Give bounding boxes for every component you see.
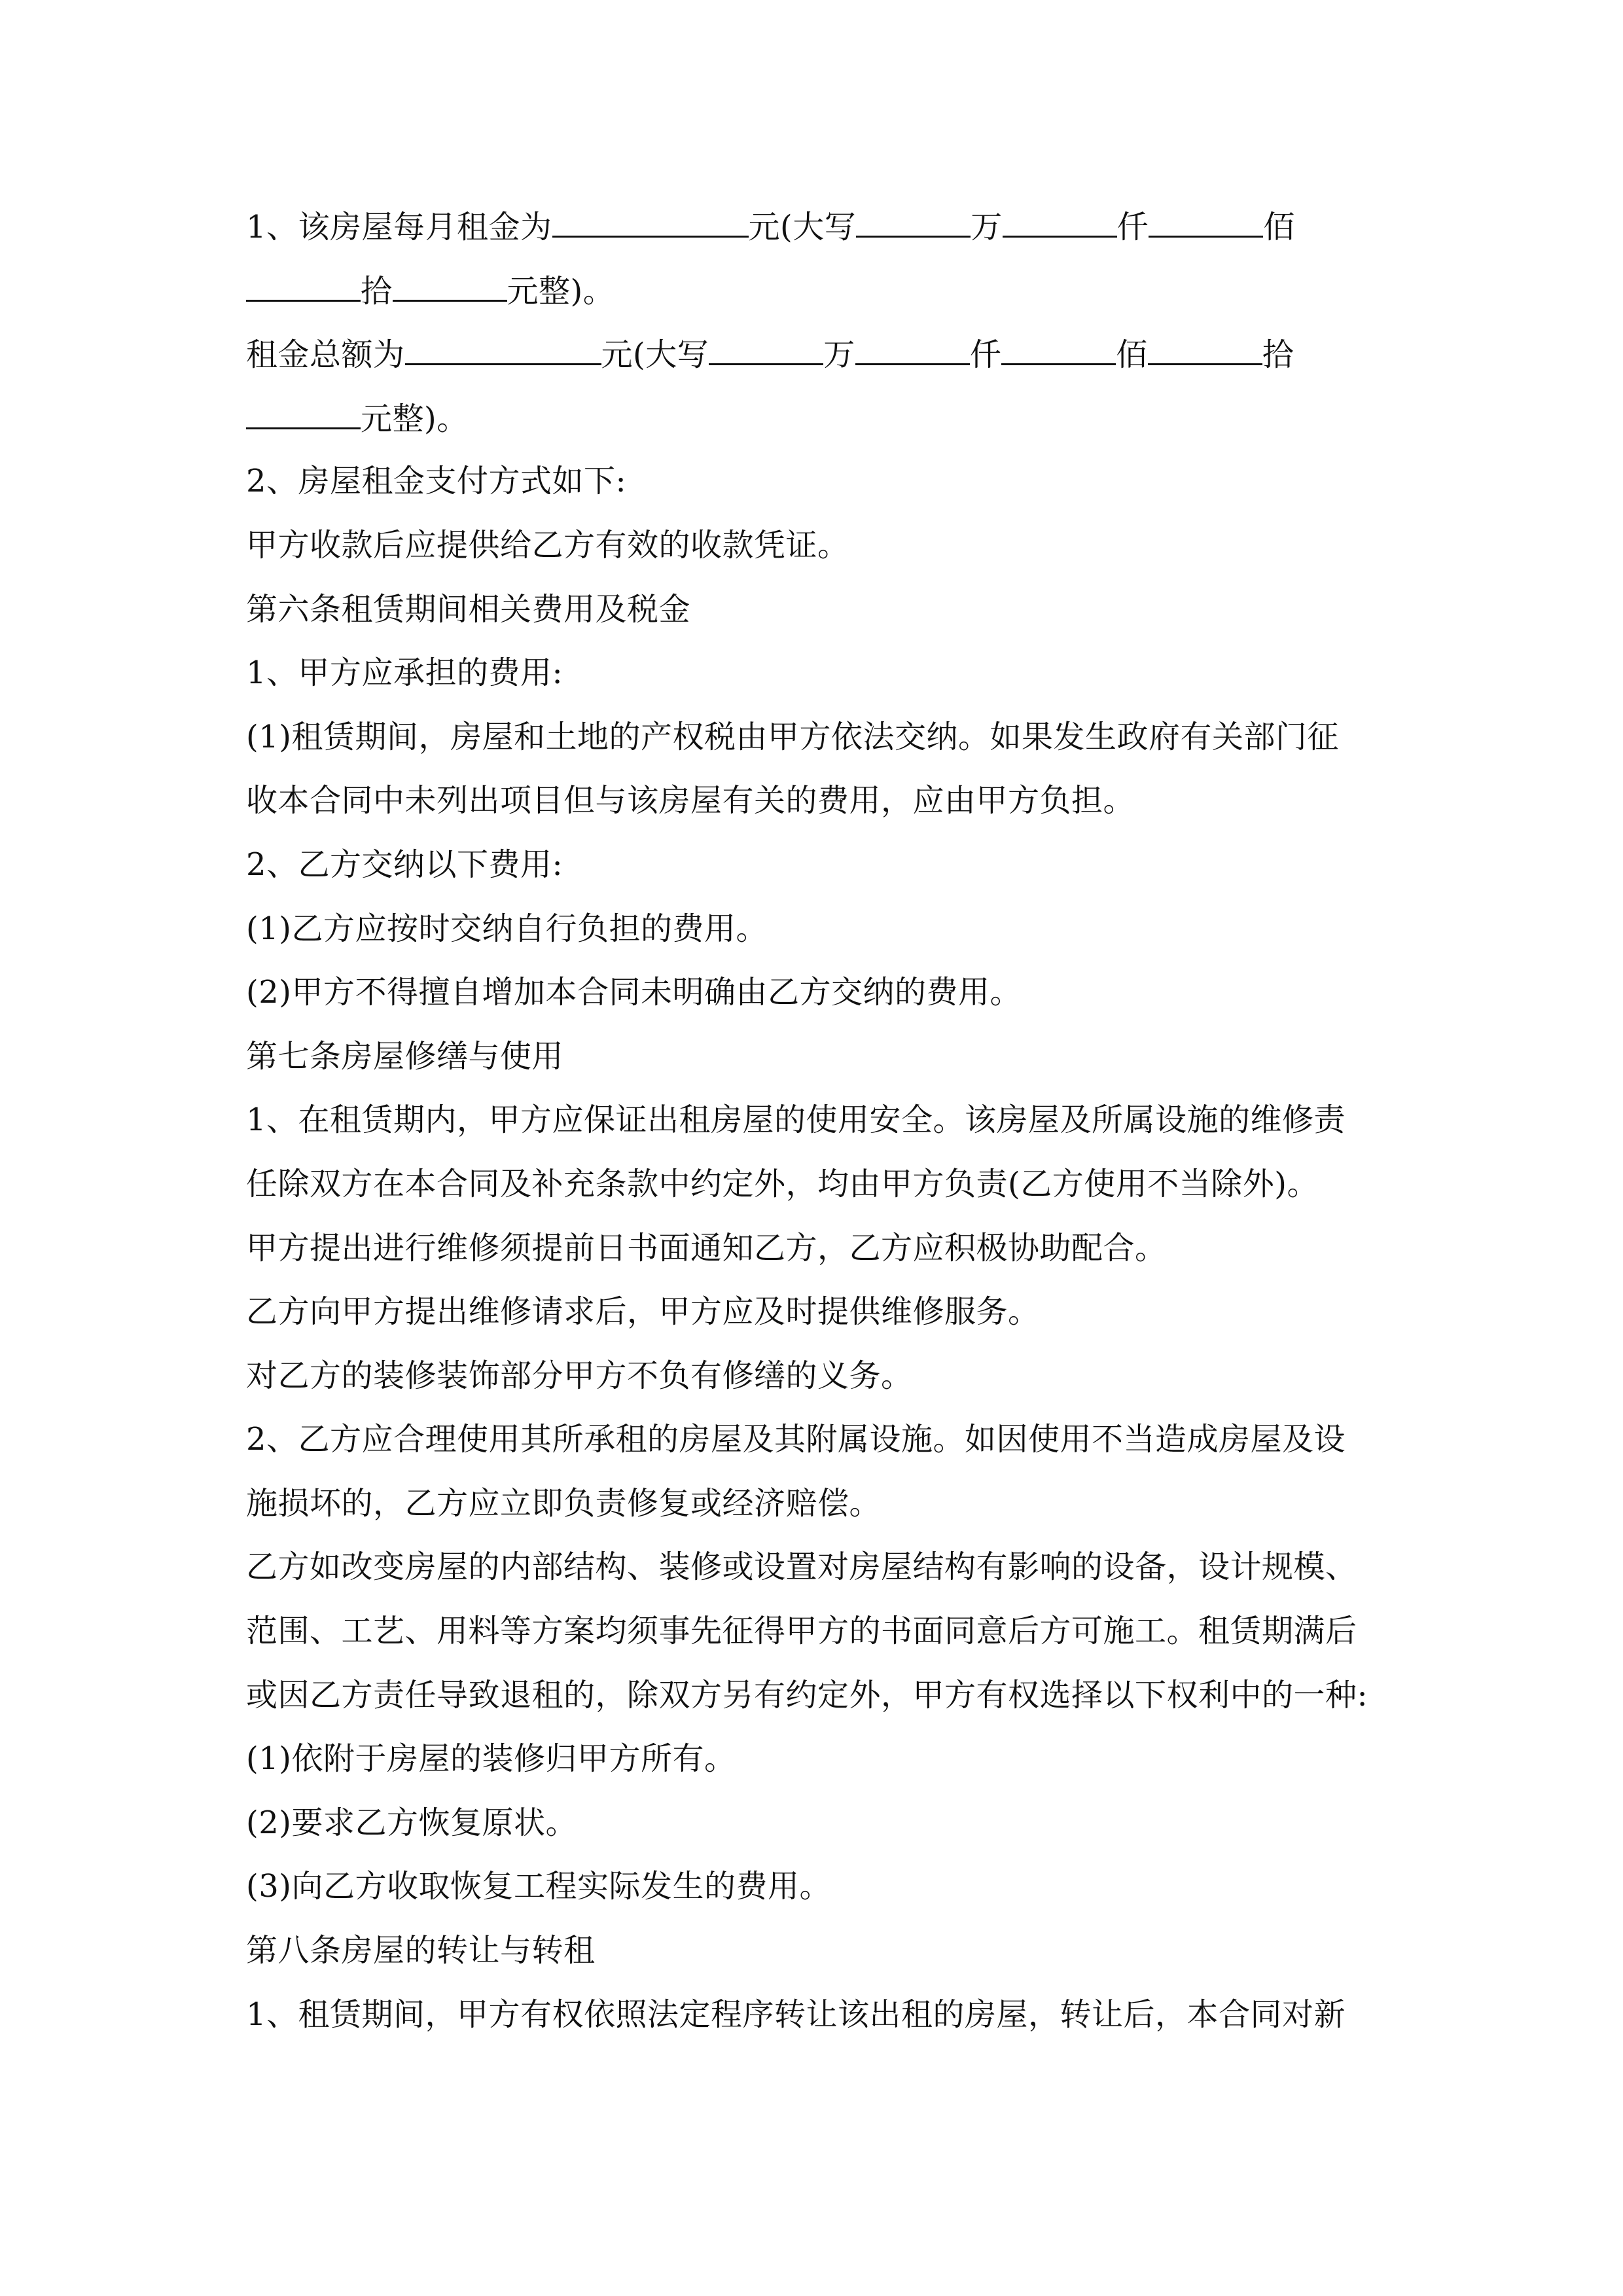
paragraph-line: (1)乙方应按时交纳自行负担的费用。 — [246, 910, 768, 947]
text-segment: 元整)。 — [361, 400, 469, 437]
paragraph-line: (2)要求乙方恢复原状。 — [246, 1804, 577, 1841]
blank-field[interactable] — [1003, 204, 1117, 238]
paragraph-line: 2、乙方交纳以下费用: — [246, 846, 563, 883]
section-heading: 第七条房屋修缮与使用 — [246, 1037, 564, 1075]
paragraph-line: 2、乙方应合理使用其所承租的房屋及其附属设施。如因使用不当造成房屋及设 — [246, 1421, 1346, 1458]
paragraph-line: (3)向乙方收取恢复工程实际发生的费用。 — [246, 1868, 831, 1905]
blank-field[interactable] — [856, 204, 971, 238]
blank-field[interactable] — [855, 332, 970, 365]
paragraph-line: 乙方向甲方提出维修请求后，甲方应及时提供维修服务。 — [246, 1293, 1040, 1331]
rent-monthly-line-cont — [246, 268, 1424, 332]
blank-field[interactable] — [246, 268, 361, 302]
section-heading: 第六条租赁期间相关费用及税金 — [246, 590, 691, 628]
paragraph-line: 1、租赁期间，甲方有权依照法定程序转让该出租的房屋，转让后，本合同对新 — [246, 1996, 1346, 2033]
text-segment: 元(大写 — [748, 209, 857, 245]
text-segment: 万 — [971, 209, 1003, 245]
blank-field[interactable] — [1148, 332, 1262, 365]
text-segment: 元整)。 — [507, 272, 615, 310]
paragraph-line: (1)依附于房屋的装修归甲方所有。 — [246, 1740, 736, 1778]
rent-total-line — [246, 332, 1424, 396]
text-segment: 拾 — [361, 272, 393, 310]
paragraph-line: (2)甲方不得擅自增加本合同未明确由乙方交纳的费用。 — [246, 974, 1022, 1011]
paragraph-line: (1)租赁期间，房屋和土地的产权税由甲方依法交纳。如果发生政府有关部门征 — [246, 718, 1339, 755]
blank-field[interactable] — [1149, 204, 1263, 238]
paragraph-line: 收本合同中未列出项目但与该房屋有关的费用，应由甲方负担。 — [246, 782, 1135, 819]
text-segment: 仟 — [1116, 209, 1149, 245]
blank-field[interactable] — [393, 268, 507, 302]
paragraph-line: 乙方如改变房屋的内部结构、装修或设置对房屋结构有影响的设备，设计规模、 — [246, 1549, 1357, 1586]
blank-field[interactable] — [552, 204, 749, 238]
text-segment: 元(大写 — [601, 336, 709, 374]
paragraph-line: 范围、工艺、用料等方案均须事先征得甲方的书面同意后方可施工。租赁期满后 — [246, 1613, 1357, 1650]
rent-monthly-line — [246, 204, 1424, 268]
paragraph-line: 任除双方在本合同及补充条款中约定外，均由甲方负责(乙方使用不当除外)。 — [246, 1165, 1319, 1202]
text-segment: 万 — [823, 336, 855, 374]
section-heading: 第八条房屋的转让与转租 — [246, 1932, 596, 1969]
paragraph-line: 2、房屋租金支付方式如下: — [246, 463, 627, 500]
text-segment: 佰 — [1116, 336, 1148, 374]
document-body — [246, 204, 1424, 2056]
blank-field[interactable] — [709, 332, 823, 365]
paragraph-line: 1、在租赁期内，甲方应保证出租房屋的使用安全。该房屋及所属设施的维修责 — [246, 1102, 1346, 1139]
paragraph-line: 施损坏的，乙方应立即负责修复或经济赔偿。 — [246, 1484, 882, 1522]
paragraph-line: 甲方收款后应提供给乙方有效的收款凭证。 — [246, 526, 849, 564]
paragraph-line: 甲方提出进行维修须提前日书面通知乙方，乙方应积极协助配合。 — [246, 1229, 1167, 1266]
blank-field[interactable] — [405, 332, 601, 365]
blank-field[interactable] — [1001, 332, 1116, 365]
rent-total-line-cont — [246, 396, 1424, 460]
paragraph-line: 1、甲方应承担的费用: — [246, 655, 563, 692]
text-segment: 租金总额为 — [246, 336, 405, 374]
text-segment: 拾 — [1262, 336, 1294, 374]
text-segment: 佰 — [1263, 209, 1295, 245]
blank-field[interactable] — [246, 396, 361, 429]
paragraph-line: 对乙方的装修装饰部分甲方不负有修缮的义务。 — [246, 1357, 913, 1394]
text-segment: 仟 — [969, 336, 1002, 374]
paragraph-line: 或因乙方责任导致退租的，除双方另有约定外，甲方有权选择以下权利中的一种: — [246, 1676, 1368, 1713]
text-segment: 1、该房屋每月租金为 — [246, 209, 552, 245]
